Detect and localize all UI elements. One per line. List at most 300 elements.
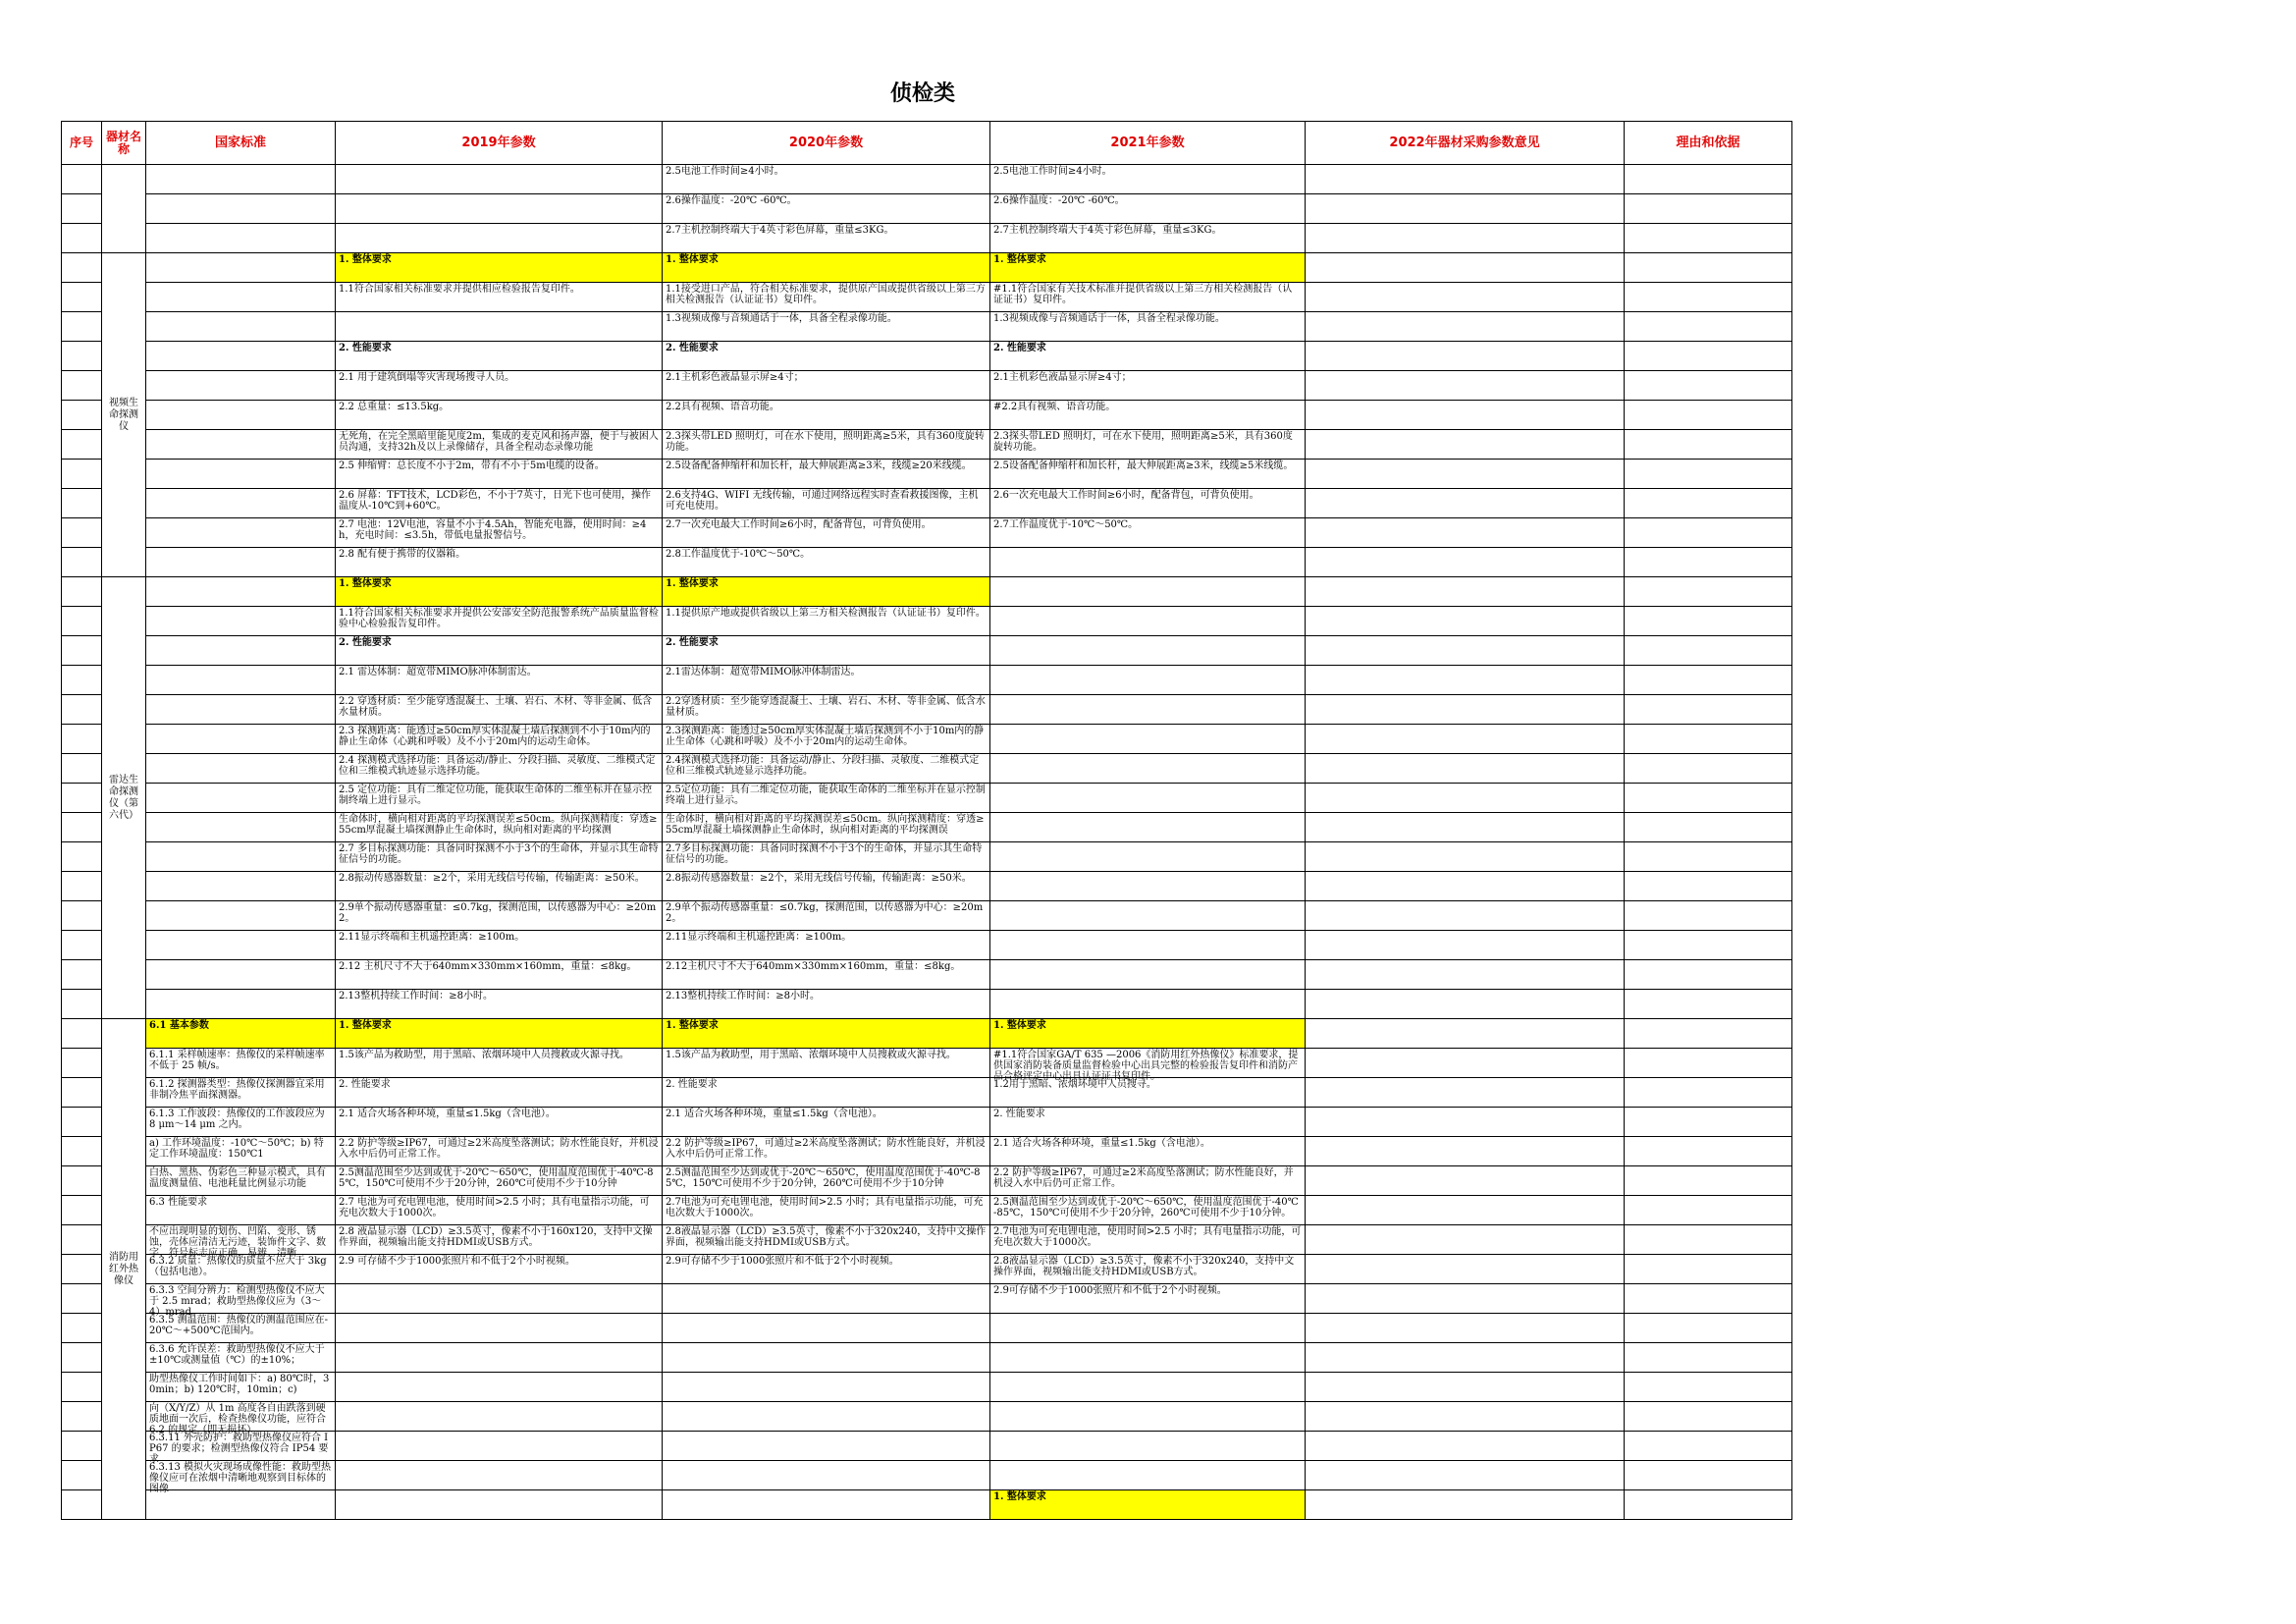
param-2019-cell-text: 1.5该产品为救助型，用于黑暗、浓烟环境中人员搜救或火源寻找。 [339, 1050, 629, 1060]
opinion-2022-cell [1306, 1402, 1625, 1432]
param-2020-cell-text: 2.7电池为可充电锂电池，使用时间>2.5 小时；具有电量指示功能，可充电次数大于1000次。 [666, 1197, 984, 1218]
reason-cell [1625, 1255, 1792, 1284]
param-2020-cell-text: 2.5测温范围至少达到或优于-20℃～650℃，使用温度范围优于-40℃-85℃，150℃可使用不少于20分钟，260℃可使用不少于10分钟 [666, 1167, 981, 1189]
param-2020-cell-text: 2.2 防护等级≥IP67，可通过≥2米高度坠落测试；防水性能良好，并机浸入水中后仍可正常工作。 [666, 1138, 986, 1160]
param-2019-cell-text: 2.13整机持续工作时间：≥8小时。 [339, 991, 494, 1001]
reason-cell [1625, 1432, 1792, 1461]
opinion-2022-cell [1306, 813, 1625, 842]
national-standard-cell [146, 754, 336, 784]
index-cell [62, 842, 102, 872]
param-2021-cell [990, 784, 1306, 813]
param-2019-cell-text: 2.7 多目标探测功能：具备同时探测不小于3个的生命体，并显示其生命特征信号的功能。 [339, 843, 659, 865]
reason-cell [1625, 283, 1792, 312]
param-2020-cell-text: 1.3视频成像与音频通话于一体，具备全程录像功能。 [666, 313, 897, 324]
index-cell [62, 194, 102, 224]
national-standard-cell [146, 1019, 336, 1049]
table-row [62, 1196, 1792, 1225]
index-cell [62, 1255, 102, 1284]
reason-cell [1625, 577, 1792, 607]
param-2020-cell [663, 577, 990, 607]
reason-cell [1625, 401, 1792, 430]
param-2021-cell-text: 2.7电池为可充电锂电池，使用时间>2.5 小时；具有电量指示功能，可充电次数大于1000次。 [993, 1226, 1302, 1248]
param-2019-cell-text: 2.5 伸缩臂：总长度不小于2m，带有不小于5m电缆的设备。 [339, 460, 605, 471]
reason-cell [1625, 1373, 1792, 1402]
table-row [62, 577, 1792, 607]
index-cell [62, 1402, 102, 1432]
param-2020-cell-text: 2.5电池工作时间≥4小时。 [666, 166, 784, 177]
param-2021-cell-text: 2.5电池工作时间≥4小时。 [993, 166, 1112, 177]
national-standard-cell [146, 1137, 336, 1166]
param-2019-cell-text: 2.6 屏幕：TFT技术，LCD彩色，不小于7英寸，日光下也可使用，操作温度从-10℃到+60℃。 [339, 490, 652, 512]
index-cell [62, 253, 102, 283]
opinion-2022-cell [1306, 1166, 1625, 1196]
param-2020-cell-text: 1. 整体要求 [666, 254, 719, 265]
param-2020-cell-text: 2.1 适合火场各种环境，重量≤1.5kg（含电池）。 [666, 1109, 882, 1119]
param-2020-cell-text: 2.3探头带LED 照明灯，可在水下使用，照明距离≥5米，具有360度旋转功能。 [666, 431, 985, 453]
param-2020-cell [663, 960, 990, 990]
opinion-2022-cell [1306, 754, 1625, 784]
table-row [62, 1049, 1792, 1078]
index-cell [62, 901, 102, 931]
param-2021-cell [990, 1284, 1306, 1314]
national-standard-cell-text: 6.3.13 模拟火灾现场成像性能：救助型热像仪应可在浓烟中清晰地观察到目标体的图像 [149, 1462, 331, 1494]
param-2021-cell [990, 460, 1306, 489]
param-2020-cell-text: 1.5该产品为救助型，用于黑暗、浓烟环境中人员搜救或火源寻找。 [666, 1050, 956, 1060]
reason-cell [1625, 460, 1792, 489]
table-row [62, 901, 1792, 931]
national-standard-cell [146, 342, 336, 371]
national-standard-cell [146, 842, 336, 872]
param-2019-cell-text: 1.1符合国家相关标准要求并提供相应检验报告复印件。 [339, 284, 580, 295]
opinion-2022-cell [1306, 460, 1625, 489]
param-2021-cell [990, 401, 1306, 430]
national-standard-cell [146, 1284, 336, 1318]
index-cell [62, 1137, 102, 1166]
national-standard-cell-text: 向（X/Y/Z）从 1m 高度各自由跌落到硬质地面一次后，检查热像仪功能，应符合 6.2 的规定（即无损坏）。 [149, 1403, 326, 1435]
table-row [62, 1432, 1792, 1461]
param-2020-cell [663, 342, 990, 371]
param-2019-cell [336, 813, 663, 842]
reason-cell [1625, 1402, 1792, 1432]
table-row [62, 1314, 1792, 1343]
param-2019-cell [336, 1461, 663, 1490]
reason-cell [1625, 960, 1792, 990]
opinion-2022-cell [1306, 1255, 1625, 1284]
reason-cell [1625, 489, 1792, 518]
param-2020-cell [663, 666, 990, 695]
param-2021-cell [990, 224, 1306, 253]
table-row [62, 518, 1792, 548]
table-row [62, 224, 1792, 253]
param-2020-cell [663, 990, 990, 1019]
procurement-parameter-table [61, 121, 1792, 1520]
param-2020-cell [663, 489, 990, 518]
reason-cell [1625, 901, 1792, 931]
param-2019-cell [336, 960, 663, 990]
param-2021-cell-text: 1.3视频成像与音频通话于一体，具备全程录像功能。 [993, 313, 1225, 324]
param-2020-cell-text: 1.1提供原产地或提供省级以上第三方相关检测报告（认证证书）复印件。 [666, 608, 986, 619]
param-2020-cell-text: 1. 整体要求 [666, 578, 719, 589]
param-2020-cell-text: 2.2具有视频、语音功能。 [666, 402, 779, 412]
reason-cell [1625, 1019, 1792, 1049]
param-2019-cell [336, 784, 663, 813]
param-2020-cell [663, 1314, 990, 1343]
table-row [62, 342, 1792, 371]
param-2020-cell-text: 2.7多目标探测功能：具备同时探测不小于3个的生命体，并显示其生命特征信号的功能。 [666, 843, 983, 865]
national-standard-cell-text: 6.1 基本参数 [149, 1020, 209, 1031]
index-cell [62, 813, 102, 842]
param-2019-cell [336, 842, 663, 872]
national-standard-cell-text: 6.1.2 探测器类型：热像仪探测器宜采用非制冷焦平面探测器。 [149, 1079, 325, 1101]
index-cell [62, 1314, 102, 1343]
index-cell [62, 1343, 102, 1373]
param-2019-cell [336, 1049, 663, 1078]
param-2019-cell [336, 1196, 663, 1225]
param-2021-cell-text: 2.7主机控制终端大于4英寸彩色屏幕，重量≤3KG。 [993, 225, 1222, 236]
param-2021-cell [990, 165, 1306, 194]
national-standard-cell [146, 1166, 336, 1196]
table-row [62, 842, 1792, 872]
opinion-2022-cell [1306, 1108, 1625, 1137]
table-body [62, 165, 1792, 1520]
index-cell [62, 1284, 102, 1314]
param-2019-cell [336, 224, 663, 253]
opinion-2022-cell [1306, 960, 1625, 990]
col-header-national-standard: 国家标准 [146, 122, 336, 165]
param-2020-cell [663, 784, 990, 813]
param-2020-cell [663, 1432, 990, 1461]
param-2020-cell [663, 1255, 990, 1284]
opinion-2022-cell [1306, 489, 1625, 518]
national-standard-cell [146, 1343, 336, 1373]
param-2019-cell [336, 1108, 663, 1137]
param-2019-cell [336, 1137, 663, 1166]
param-2020-cell-text: 2.5设备配备伸缩杆和加长杆，最大伸展距离≥3米，线缆≥20米线缆。 [666, 460, 972, 471]
opinion-2022-cell [1306, 548, 1625, 577]
param-2021-cell-text: 2.1 适合火场各种环境，重量≤1.5kg（含电池）。 [993, 1138, 1210, 1149]
param-2019-cell [336, 342, 663, 371]
param-2021-cell [990, 312, 1306, 342]
param-2021-cell [990, 1343, 1306, 1373]
opinion-2022-cell [1306, 1137, 1625, 1166]
national-standard-cell [146, 784, 336, 813]
param-2019-cell [336, 636, 663, 666]
index-cell [62, 725, 102, 754]
param-2020-cell [663, 1196, 990, 1225]
opinion-2022-cell [1306, 931, 1625, 960]
param-2020-cell-text: 2.6操作温度：-20℃ -60℃。 [666, 195, 797, 206]
param-2020-cell [663, 931, 990, 960]
national-standard-cell [146, 224, 336, 253]
param-2021-cell-text: 2.5测温范围至少达到或优于-20℃～650℃，使用温度范围优于-40℃-85℃，150℃可使用不少于20分钟，260℃可使用不少于10分钟。 [993, 1197, 1299, 1218]
param-2020-cell-text: 2. 性能要求 [666, 343, 719, 353]
param-2021-cell [990, 1108, 1306, 1137]
param-2019-cell [336, 1019, 663, 1049]
national-standard-cell [146, 165, 336, 194]
param-2021-cell [990, 842, 1306, 872]
national-standard-cell [146, 430, 336, 460]
opinion-2022-cell [1306, 342, 1625, 371]
reason-cell [1625, 1284, 1792, 1314]
param-2020-cell [663, 1402, 990, 1432]
table-row [62, 1166, 1792, 1196]
reason-cell [1625, 253, 1792, 283]
national-standard-cell [146, 1255, 336, 1284]
opinion-2022-cell [1306, 784, 1625, 813]
table-row [62, 489, 1792, 518]
param-2020-cell [663, 607, 990, 636]
param-2020-cell [663, 518, 990, 548]
opinion-2022-cell [1306, 312, 1625, 342]
param-2019-cell [336, 518, 663, 548]
opinion-2022-cell [1306, 1314, 1625, 1343]
reason-cell [1625, 754, 1792, 784]
national-standard-cell-text: 不应出现明显的划伤、凹陷、变形、锈蚀，壳体应清洁无污迹，装饰件文字、数字、符号标志应正确、易辨、清晰 [149, 1226, 326, 1259]
national-standard-cell [146, 1490, 336, 1520]
param-2020-cell [663, 1373, 990, 1402]
param-2021-cell-text: 2.1主机彩色液晶显示屏≥4寸； [993, 372, 1132, 383]
opinion-2022-cell [1306, 1284, 1625, 1314]
param-2020-cell [663, 872, 990, 901]
param-2019-cell [336, 1166, 663, 1196]
opinion-2022-cell [1306, 1373, 1625, 1402]
opinion-2022-cell [1306, 371, 1625, 401]
param-2020-cell [663, 401, 990, 430]
table-row [62, 754, 1792, 784]
table-row [62, 960, 1792, 990]
index-cell [62, 548, 102, 577]
table-row [62, 1108, 1792, 1137]
index-cell [62, 1108, 102, 1137]
index-cell [62, 695, 102, 725]
param-2019-cell [336, 165, 663, 194]
param-2019-cell [336, 1432, 663, 1461]
param-2019-cell [336, 725, 663, 754]
param-2021-cell [990, 695, 1306, 725]
param-2019-cell [336, 489, 663, 518]
param-2019-cell-text: 1. 整体要求 [339, 254, 392, 265]
reason-cell [1625, 931, 1792, 960]
param-2021-cell [990, 518, 1306, 548]
opinion-2022-cell [1306, 283, 1625, 312]
param-2019-cell-text: 2.7 电池：12V电池，容量不小于4.5Ah，智能充电器，使用时间：≥4h，充电时间：≤3.5h，带低电量报警信号。 [339, 519, 647, 541]
param-2021-cell [990, 1019, 1306, 1049]
opinion-2022-cell [1306, 1049, 1625, 1078]
param-2021-cell-text: 2.5设备配备伸缩杆和加长杆，最大伸展距离≥3米，线缆≥5米线缆。 [993, 460, 1294, 471]
table-row [62, 1461, 1792, 1490]
col-header-2022-opinion: 2022年器材采购参数意见 [1306, 122, 1625, 165]
param-2019-cell [336, 253, 663, 283]
param-2021-cell-text: 1. 整体要求 [993, 254, 1046, 265]
reason-cell [1625, 165, 1792, 194]
national-standard-cell [146, 1432, 336, 1465]
param-2021-cell-text: 2.6一次充电最大工作时间≥6小时，配备背包，可背负使用。 [993, 490, 1259, 501]
param-2019-cell-text: 2. 性能要求 [339, 637, 392, 648]
param-2021-cell [990, 636, 1306, 666]
opinion-2022-cell [1306, 725, 1625, 754]
param-2021-cell-text: 2.9可存储不少于1000张照片和不低于2个小时视频。 [993, 1285, 1227, 1296]
param-2019-cell [336, 1343, 663, 1373]
index-cell [62, 1225, 102, 1255]
param-2019-cell [336, 695, 663, 725]
param-2020-cell-text: 2.3探测距离：能透过≥50cm厚实体混凝土墙后探测到不小于10m内的静止生命体（心跳和呼吸）及不小于20m内的运动生命体。 [666, 726, 985, 747]
table-row [62, 607, 1792, 636]
opinion-2022-cell [1306, 695, 1625, 725]
col-header-reason: 理由和依据 [1625, 122, 1792, 165]
index-cell [62, 1432, 102, 1461]
national-standard-cell [146, 518, 336, 548]
national-standard-cell-text: 助型热像仪工作时间如下：a) 80℃时，30min；b) 120℃时，10min；c) [149, 1374, 330, 1395]
param-2021-cell-text: 2.2 防护等级≥IP67，可通过≥2米高度坠落测试；防水性能良好，并机浸入水中后仍可正常工作。 [993, 1167, 1294, 1189]
index-cell [62, 636, 102, 666]
table-row [62, 165, 1792, 194]
param-2020-cell [663, 194, 990, 224]
table-row [62, 872, 1792, 901]
reason-cell [1625, 813, 1792, 842]
opinion-2022-cell [1306, 901, 1625, 931]
national-standard-cell [146, 813, 336, 842]
param-2020-cell [663, 1166, 990, 1196]
param-2020-cell [663, 695, 990, 725]
opinion-2022-cell [1306, 1078, 1625, 1108]
opinion-2022-cell [1306, 430, 1625, 460]
param-2021-cell [990, 577, 1306, 607]
table-row [62, 430, 1792, 460]
reason-cell [1625, 990, 1792, 1019]
national-standard-cell [146, 931, 336, 960]
param-2021-cell [990, 194, 1306, 224]
param-2021-cell [990, 725, 1306, 754]
national-standard-cell [146, 872, 336, 901]
param-2019-cell-text: 2.8振动传感器数量：≥2个，采用无线信号传输，传输距离：≥50米。 [339, 873, 645, 884]
opinion-2022-cell [1306, 165, 1625, 194]
param-2019-cell [336, 1490, 663, 1520]
index-cell [62, 401, 102, 430]
table-row [62, 371, 1792, 401]
table-row [62, 194, 1792, 224]
index-cell [62, 607, 102, 636]
national-standard-cell [146, 1373, 336, 1402]
param-2020-cell [663, 725, 990, 754]
national-standard-cell [146, 1196, 336, 1225]
param-2020-cell [663, 312, 990, 342]
param-2019-cell-text: 2.8 配有便于携带的仪器箱。 [339, 549, 466, 560]
national-standard-cell [146, 1108, 336, 1137]
table-row [62, 460, 1792, 489]
index-cell [62, 312, 102, 342]
index-cell [62, 371, 102, 401]
param-2019-cell-text: 2.9单个振动传感器重量：≤0.7kg，探测范围，以传感器为中心：≥20m2。 [339, 902, 657, 924]
reason-cell [1625, 1461, 1792, 1490]
param-2021-cell [990, 1049, 1306, 1082]
national-standard-cell-text: 6.1.1 采样帧速率：热像仪的采样帧速率不低于 25 帧/s。 [149, 1050, 325, 1071]
param-2019-cell-text: 1.1符合国家相关标准要求并提供公安部安全防范报警系统产品质量监督检验中心检验报告复印件。 [339, 608, 659, 629]
param-2019-cell-text: 2.2 总重量：≤13.5kg。 [339, 402, 450, 412]
opinion-2022-cell [1306, 636, 1625, 666]
col-header-index: 序号 [62, 122, 102, 165]
param-2020-cell [663, 1461, 990, 1490]
param-2019-cell-text: 1. 整体要求 [339, 1020, 392, 1031]
header-row [62, 122, 1792, 165]
param-2021-cell [990, 960, 1306, 990]
table-row [62, 695, 1792, 725]
param-2021-cell [990, 754, 1306, 784]
param-2021-cell [990, 1432, 1306, 1461]
param-2019-cell [336, 901, 663, 931]
national-standard-cell [146, 548, 336, 577]
param-2021-cell [990, 666, 1306, 695]
param-2019-cell [336, 401, 663, 430]
national-standard-cell [146, 1225, 336, 1259]
param-2021-cell [990, 1373, 1306, 1402]
opinion-2022-cell [1306, 607, 1625, 636]
index-cell [62, 960, 102, 990]
opinion-2022-cell [1306, 666, 1625, 695]
opinion-2022-cell [1306, 1461, 1625, 1490]
reason-cell [1625, 430, 1792, 460]
param-2019-cell-text: 2. 性能要求 [339, 1079, 391, 1090]
param-2021-cell [990, 1137, 1306, 1166]
opinion-2022-cell [1306, 1196, 1625, 1225]
param-2020-cell-text: 2.13整机持续工作时间：≥8小时。 [666, 991, 821, 1001]
param-2019-cell-text: 2.5测温范围至少达到或优于-20℃～650℃，使用温度范围优于-40℃-85℃，150℃可使用不少于20分钟，260℃可使用不少于10分钟 [339, 1167, 654, 1189]
param-2020-cell [663, 1343, 990, 1373]
param-2021-cell-text: 1. 整体要求 [993, 1020, 1046, 1031]
param-2019-cell [336, 607, 663, 636]
param-2019-cell [336, 548, 663, 577]
reason-cell [1625, 784, 1792, 813]
col-header-2021: 2021年参数 [990, 122, 1306, 165]
national-standard-cell-text: 6.3 性能要求 [149, 1197, 208, 1208]
opinion-2022-cell [1306, 224, 1625, 253]
param-2020-cell [663, 430, 990, 460]
national-standard-cell [146, 1402, 336, 1435]
param-2020-cell [663, 901, 990, 931]
national-standard-cell-text: 6.3.11 外壳防护：救助型热像仪应符合 IP67 的要求；检测型热像仪符合 IP54 要求 [149, 1433, 329, 1465]
index-cell [62, 990, 102, 1019]
param-2020-cell [663, 1049, 990, 1078]
national-standard-cell-text: 6.3.5 测温范围：热像仪的测温范围应在-20℃～+500℃范围内。 [149, 1315, 329, 1336]
param-2020-cell [663, 548, 990, 577]
table-row [62, 1225, 1792, 1255]
param-2020-cell-text: 2.8振动传感器数量：≥2个，采用无线信号传输，传输距离：≥50米。 [666, 873, 972, 884]
param-2021-cell-text: #2.2具有视频、语音功能。 [993, 402, 1116, 412]
national-standard-cell [146, 371, 336, 401]
national-standard-cell [146, 194, 336, 224]
reason-cell [1625, 1490, 1792, 1520]
opinion-2022-cell [1306, 577, 1625, 607]
reason-cell [1625, 1049, 1792, 1078]
index-cell [62, 1049, 102, 1078]
reason-cell [1625, 695, 1792, 725]
param-2019-cell [336, 754, 663, 784]
national-standard-cell-text: 6.1.3 工作波段：热像仪的工作波段应为 8 μm～14 μm 之内。 [149, 1109, 325, 1130]
param-2021-cell-text: 2.8液晶显示器（LCD）≥3.5英寸，像素不小于320x240，支持中文操作界面，视频输出能支持HDMI或USB方式。 [993, 1256, 1295, 1277]
param-2020-cell [663, 1284, 990, 1314]
table-row [62, 1284, 1792, 1314]
table-row [62, 312, 1792, 342]
param-2019-cell-text: 2.4 探测模式选择功能：具备运动/静止、分段扫描、灵敏度、二维模式定位和三维模式轨迹显示选择功能。 [339, 755, 656, 777]
param-2020-cell [663, 636, 990, 666]
param-2021-cell [990, 901, 1306, 931]
reason-cell [1625, 518, 1792, 548]
param-2019-cell-text: 2.1 用于建筑倒塌等灾害现场搜寻人员。 [339, 372, 515, 383]
equipment-name-cell [102, 165, 146, 253]
param-2019-cell-text: 2.9 可存储不少于1000张照片和不低于2个小时视频。 [339, 1256, 575, 1267]
table-row [62, 283, 1792, 312]
param-2019-cell-text: 无死角，在完全黑暗里能见度2m，集成的麦克风和扬声器，便于与被困人员沟通，支持32h及以上录像储存，具备全程动态录像功能 [339, 431, 659, 453]
param-2020-cell-text: 1. 整体要求 [666, 1020, 719, 1031]
